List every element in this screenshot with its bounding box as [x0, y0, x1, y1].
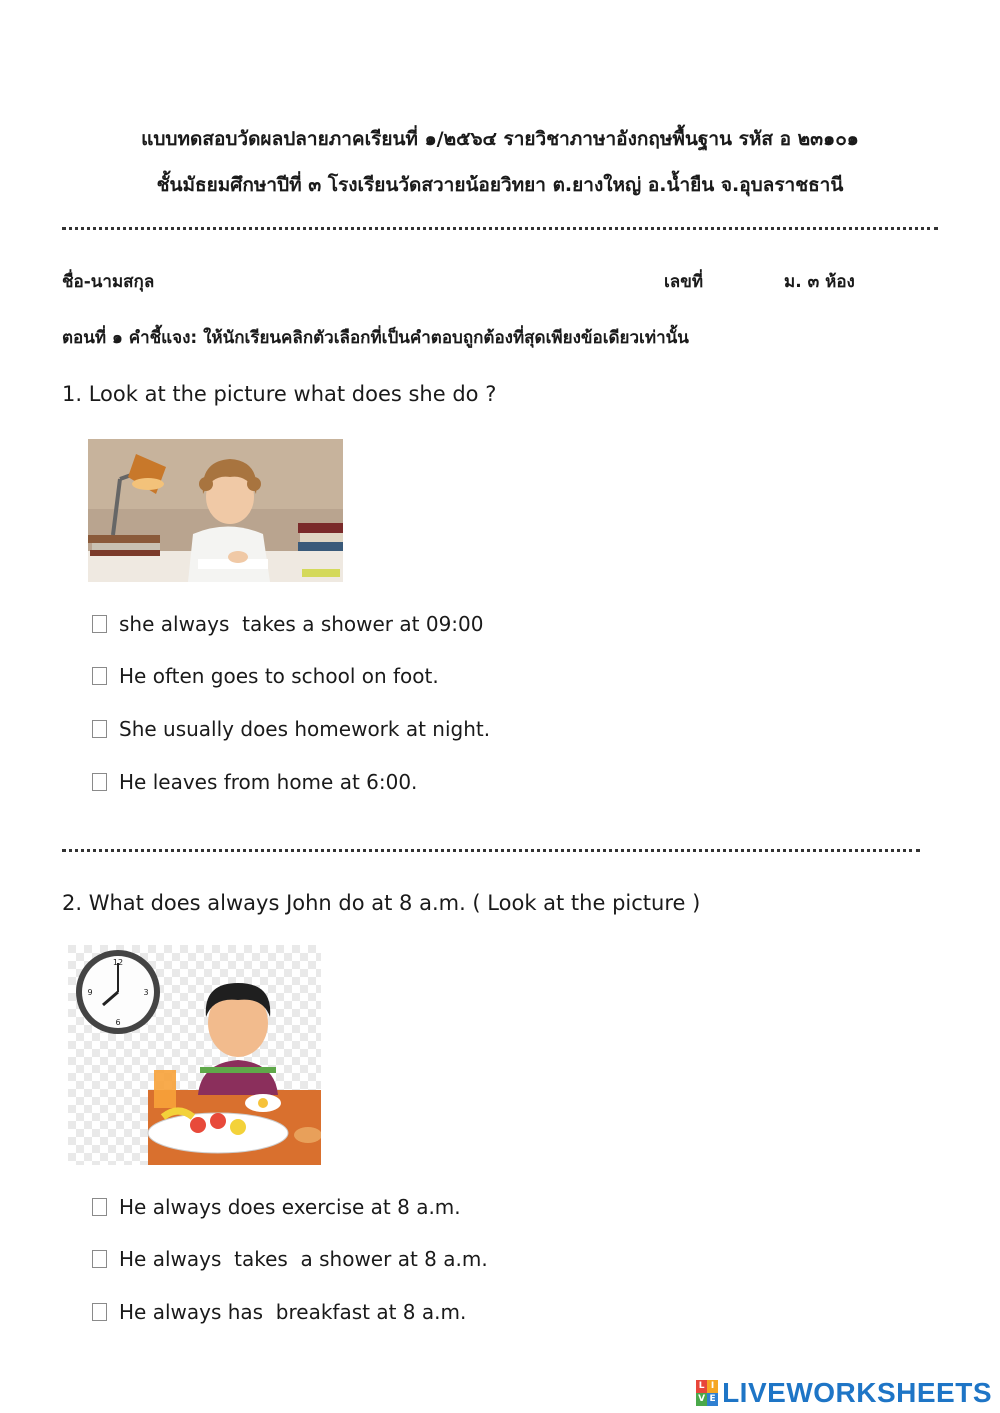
question-1-option-1[interactable] — [92, 609, 483, 639]
option-label: He always does exercise at 8 a.m. — [119, 1195, 461, 1219]
question-2-option-2[interactable] — [92, 1244, 488, 1274]
class-label: ม. ๓ ห้อง — [784, 272, 855, 292]
worksheet-title: แบบทดสอบวัดผลปลายภาคเรียนที่ ๑/๒๕๖๔ รายวิชาภาษาอังกฤษพื้นฐาน รหัส อ ๒๓๑๐๑ — [141, 128, 859, 150]
question-2-picture — [68, 945, 321, 1165]
checkbox[interactable] — [92, 773, 107, 791]
question-2-text: 2. What does always John do at 8 a.m. ( Look at the picture ) — [62, 891, 701, 915]
svg-text:3: 3 — [143, 988, 149, 997]
checkbox[interactable] — [92, 1303, 107, 1321]
checkbox[interactable] — [92, 1250, 107, 1268]
option-label: He often goes to school on foot. — [119, 664, 439, 688]
liveworksheets-logo-icon: L I V E — [696, 1380, 718, 1406]
dotted-divider-middle — [62, 849, 920, 852]
question-1-option-2[interactable] — [92, 661, 439, 691]
option-label: she always takes a shower at 09:00 — [119, 612, 484, 636]
svg-text:12: 12 — [112, 958, 124, 967]
question-1-text: 1. Look at the picture what does she do ? — [62, 382, 497, 406]
checkbox[interactable] — [92, 615, 107, 633]
option-label: He leaves from home at 6:00. — [119, 770, 418, 794]
question-1-option-3[interactable] — [92, 714, 490, 744]
brand-name: LIVEWORKSHEETS — [722, 1377, 992, 1408]
checkbox[interactable] — [92, 667, 107, 685]
name-label: ชื่อ-นามสกุล — [62, 272, 155, 292]
option-label: He always has breakfast at 8 a.m. — [119, 1300, 467, 1324]
question-1-picture — [88, 439, 343, 582]
dotted-divider-top — [62, 227, 938, 230]
instructions: ตอนที่ ๑ คำชี้แจง: ให้นักเรียนคลิกตัวเลือกที่เป็นคำตอบถูกต้องที่สุดเพียงข้อเดียวเท่านั้น — [62, 328, 689, 348]
option-label: She usually does homework at night. — [119, 717, 491, 741]
number-label: เลขที่ — [664, 272, 704, 292]
question-2-option-1[interactable] — [92, 1192, 461, 1222]
option-label: He always takes a shower at 8 a.m. — [119, 1247, 488, 1271]
svg-text:9: 9 — [87, 988, 93, 997]
worksheet-subtitle: ชั้นมัธยมศึกษาปีที่ ๓ โรงเรียนวัดสวายน้อยวิทยา ต.ยางใหญ่ อ.น้ำยืน จ.อุบลราชธานี — [156, 174, 844, 196]
checkbox[interactable] — [92, 1198, 107, 1216]
checkbox[interactable] — [92, 720, 107, 738]
question-1-option-4[interactable] — [92, 767, 417, 797]
question-2-option-3[interactable] — [92, 1297, 466, 1327]
liveworksheets-logo — [696, 1377, 992, 1409]
svg-text:6: 6 — [115, 1018, 121, 1027]
